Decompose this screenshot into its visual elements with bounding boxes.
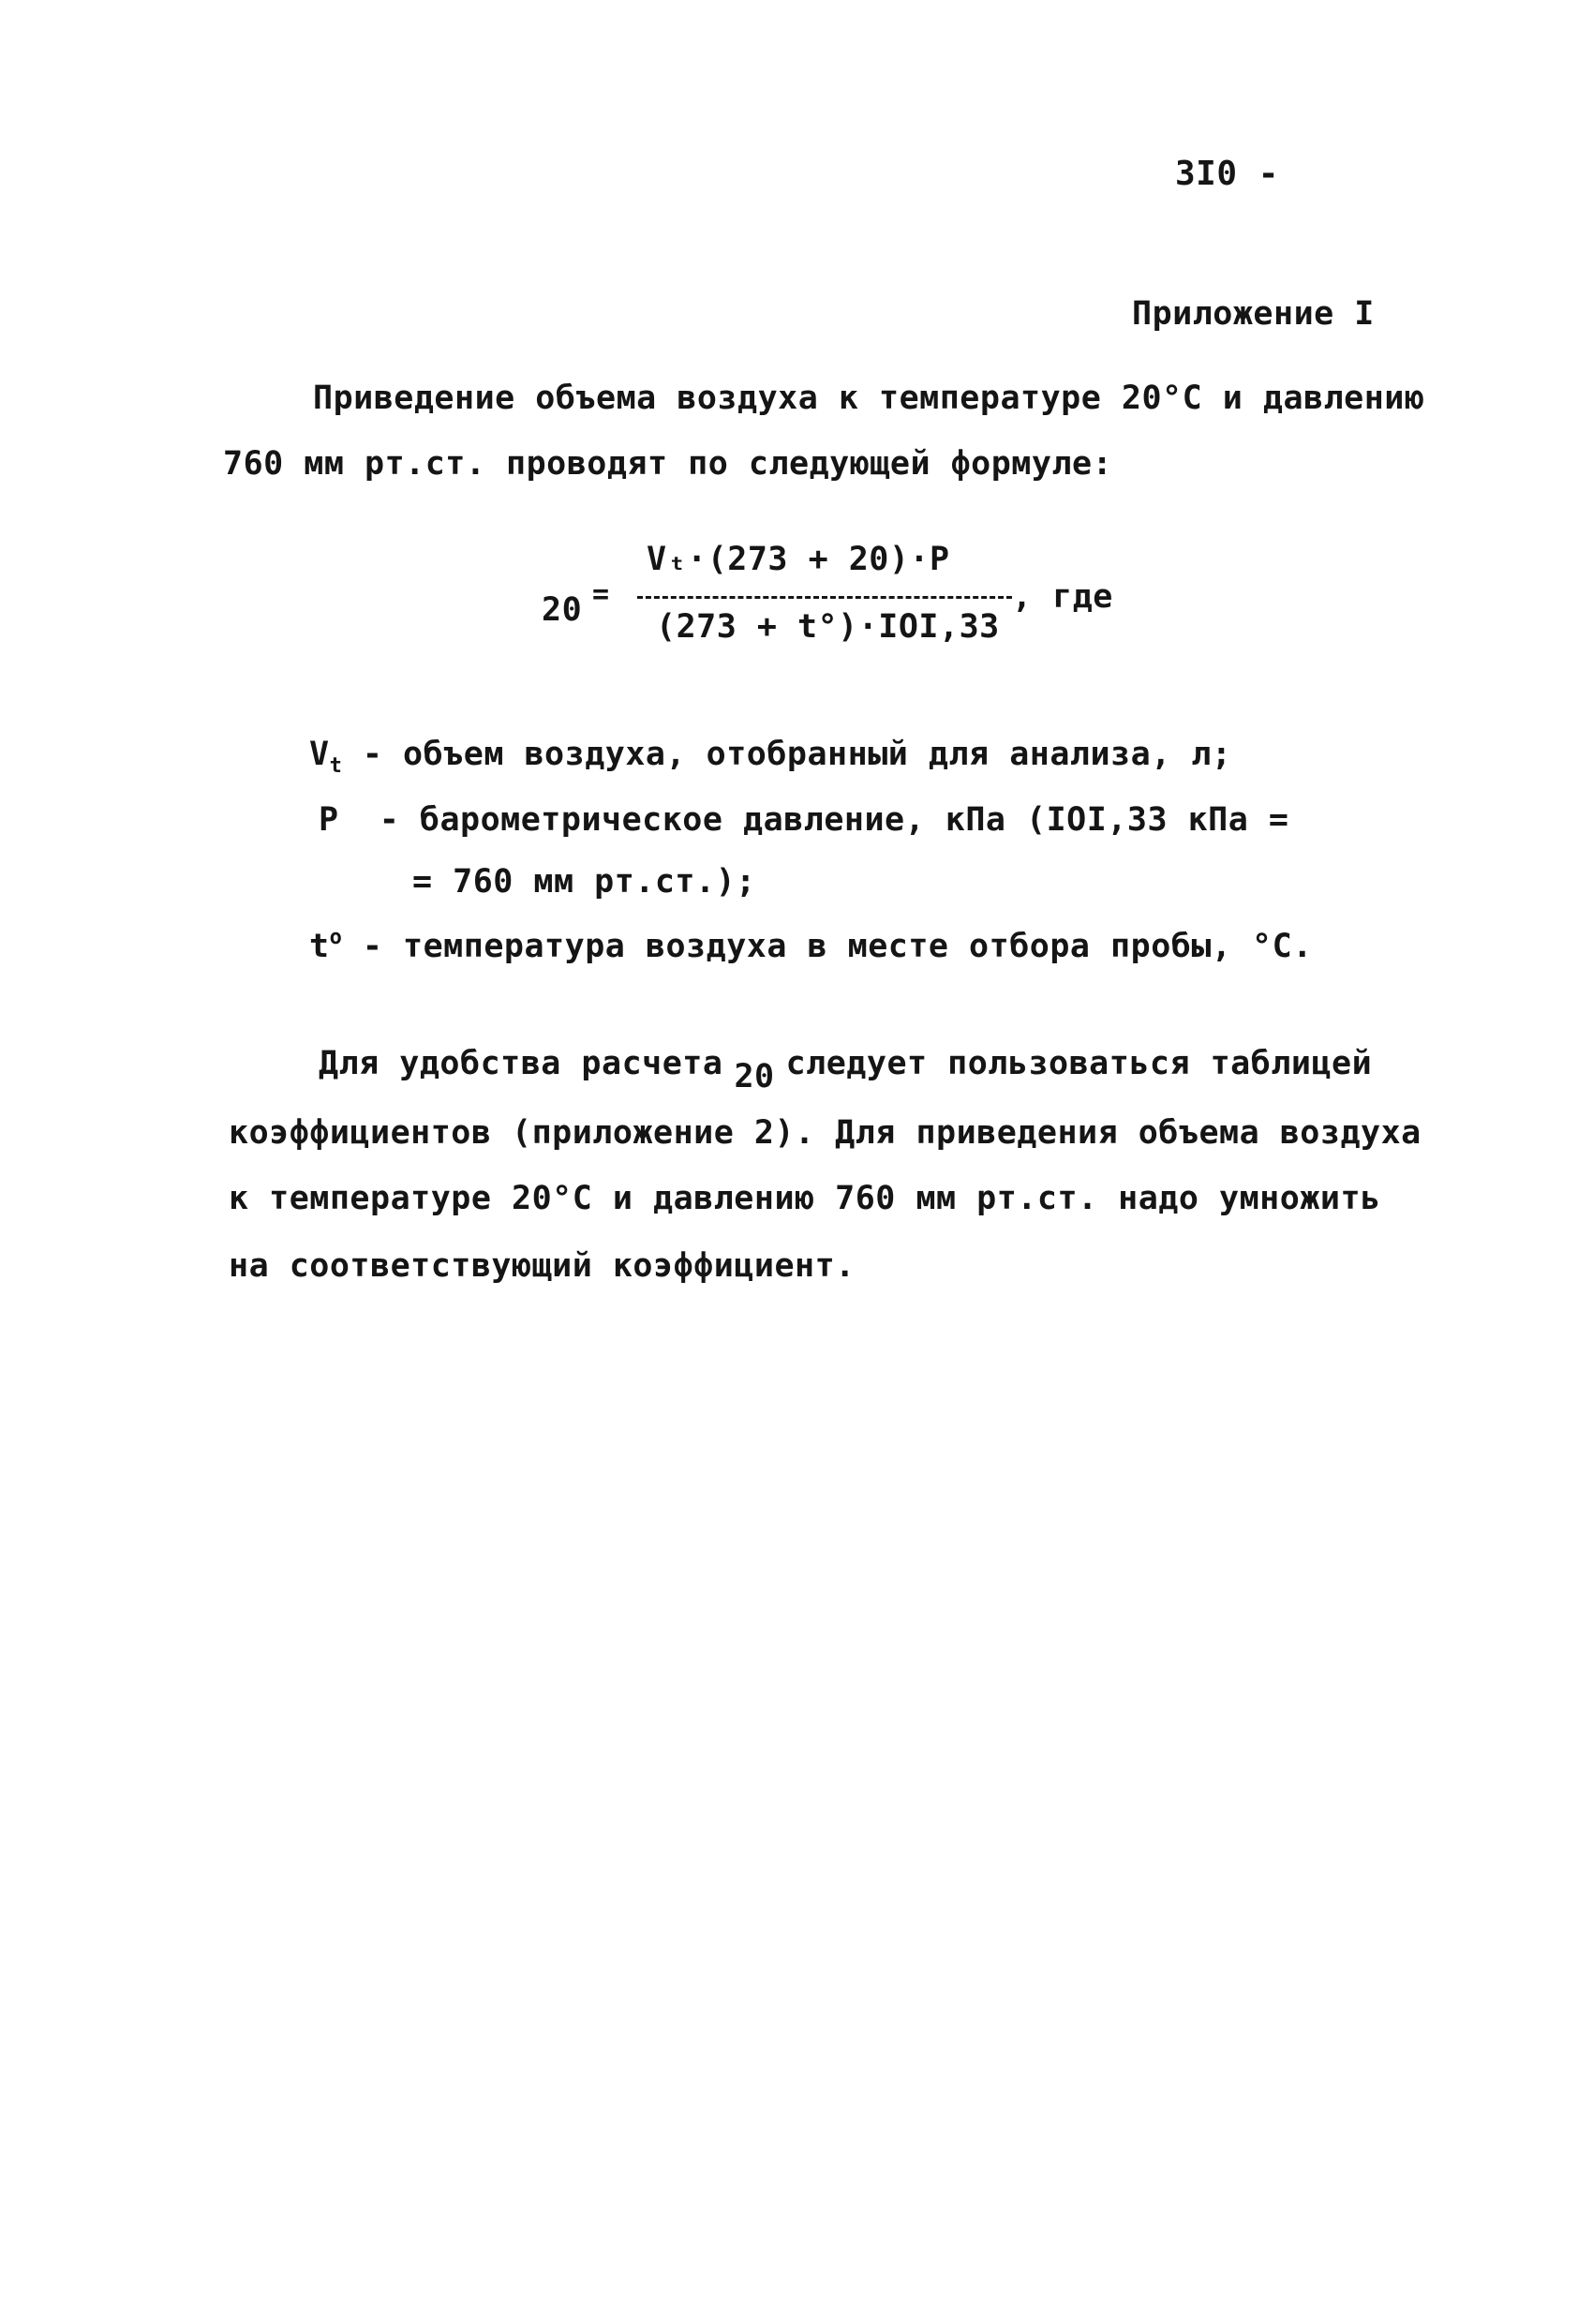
page-number: 3I0 - [1175,155,1279,193]
inline-formula-ref: 20 [734,1058,775,1095]
definition-text: - барометрическое давление, кПа (IOI,33 кПа = [379,801,1289,839]
body-paragraph-line: на соответствующий коэффициент. [229,1247,856,1285]
appendix-title: Приложение I [1132,295,1375,333]
definition-subscript: t [329,754,343,778]
definition-symbol: P [319,801,339,839]
definition-symbol: t [309,928,330,965]
body-text: следует пользоваться таблицей [785,1045,1373,1082]
formula-denominator: (273 + t°)·IOI,33 [656,608,1000,646]
intro-paragraph-line: 760 мм рт.ст. проводят по следующей формуле: [223,445,1113,483]
intro-paragraph-line: Приведение объема воздуха к температуре 20°С и давлению [313,380,1425,417]
definition-superscript: o [329,926,343,949]
formula-lhs: 20 [542,591,583,629]
body-text: Для удобства расчета [319,1045,723,1082]
definition-pressure [319,801,1289,839]
definition-text: - объем воздуха, отобранный для анализа, л; [342,736,1232,773]
body-paragraph-line [319,1045,1373,1095]
formula-equals-sign: = [592,578,610,611]
definition-text: - температура воздуха в месте отбора пробы, °С. [342,928,1313,965]
fraction-bar [637,596,1012,599]
formula-numerator: Vₜ·(273 + 20)·P [647,541,950,578]
definition-symbol: V [309,736,330,773]
body-paragraph-line: коэффициентов (приложение 2). Для приведения объема воздуха [229,1114,1422,1152]
definition-pressure-continuation: = 760 мм рт.ст.); [412,863,756,901]
definition-temperature [309,928,1313,963]
definition-volume [309,738,1232,777]
body-paragraph-line: к температуре 20°С и давлению 760 мм рт.ст. надо умножить [229,1180,1381,1217]
formula-suffix: , где [1012,578,1113,616]
